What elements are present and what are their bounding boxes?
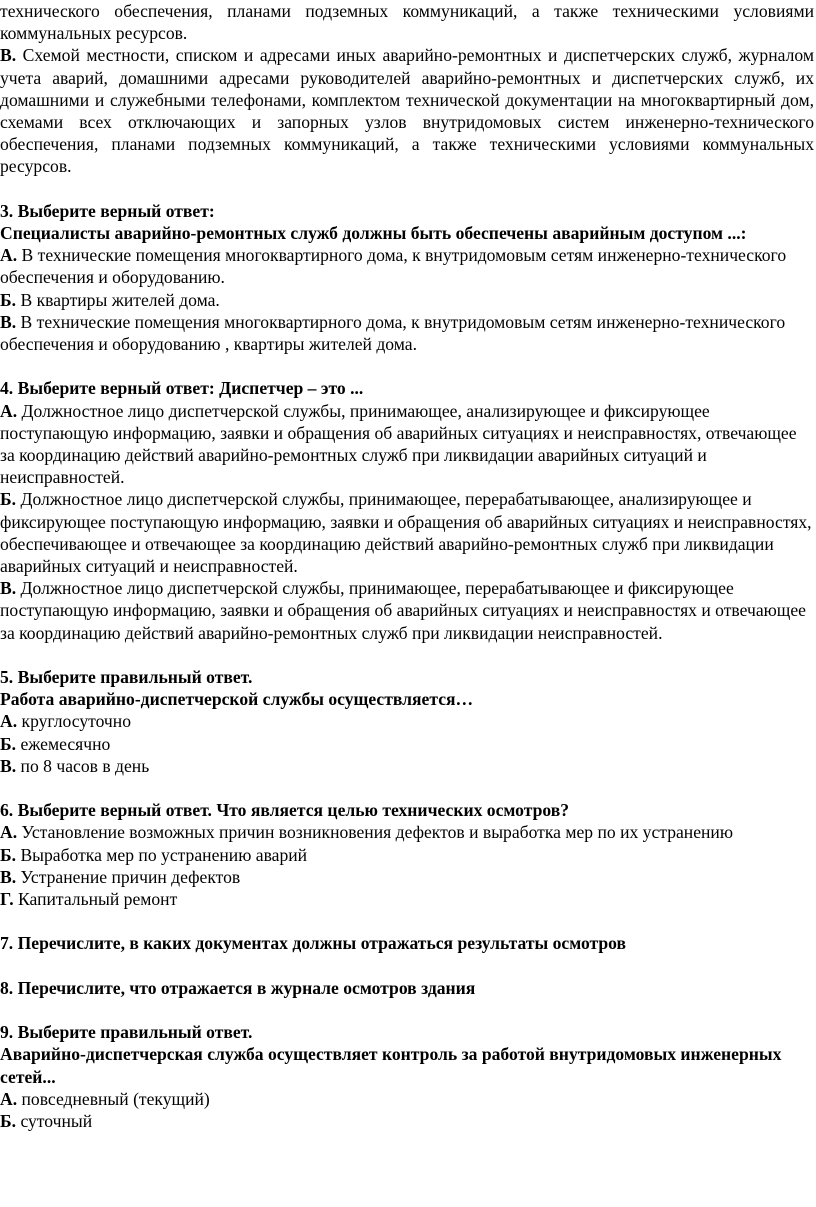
question-title: 7. Перечислите, в каких документах должны отражаться результаты осмотров [0,933,627,954]
question-title: 5. Выберите правильный ответ. [0,667,253,688]
option-v: В. Должностное лицо диспетчерской службы, принимающее, перерабатывающее и фиксирующее поступающую информацию, заявки и обращения об аварийных ситуациях и неисправностях и отвечающее за координацию действий аварийно-ремонтных служб при ликвидации неисправностей. [0,578,806,643]
question-subtitle: Аварийно-диспетчерская служба осуществляет контроль за работой внутридомовых инженерных сетей... [0,1044,782,1087]
question-subtitle: Специалисты аварийно-ремонтных служб должны быть обеспечены аварийным доступом ...: [0,223,747,244]
question-title: 9. Выберите правильный ответ. [0,1022,253,1043]
option-text: Схемой местности, списком и адресами иных аварийно-ремонтных и диспетчерских служб, журналом учета аварий, домашними адресами руководителей аварийно-ремонтных и диспетчерских служб, их домашними и служебными телефонами, комплектом технической документации на многоквартирный дом, схемами всех отключающих и запорных узлов внутридомовых систем инженерно-технического обеспечения, планами подземных коммуникаций, а также техническими условиями коммунальных ресурсов. [0,45,814,177]
question-7 [0,932,814,954]
option-text: технического обеспечения, планами подземных коммуникаций, а также техническими условиями коммунальных ресурсов. [0,1,814,44]
question-title: 6. Выберите верный ответ. Что является целью технических осмотров? [0,800,570,821]
option-letter: В. [0,45,17,66]
option-v: В. В технические помещения многоквартирного дома, к внутридомовым сетям инженерно-технического обеспечения и оборудованию , квартиры жителей дома. [0,311,786,355]
option-a: А. В технические помещения многоквартирного дома, к внутридомовым сетям инженерно-технического обеспечения и оборудованию. [0,245,787,288]
intro-option-b-continuation [0,0,814,44]
option-a: А. Должностное лицо диспетчерской службы, принимающее, анализирующее и фиксирующее поступающую информацию, заявки и обращения об аварийных ситуациях и неисправностях, отвечающее за координацию действий аварийно-ремонтных служб при ликвидации аварийных ситуаций и неисправностей. [0,400,797,488]
question-title: 8. Перечислите, что отражается в журнале осмотров здания [0,977,476,998]
option-b: Б. Должностное лицо диспетчерской службы, принимающее, перерабатывающее, анализирующее и фиксирующее поступающую информацию, заявки и обращения об аварийных ситуациях и неисправностях, обеспечивающее и отвечающее за координацию действий аварийно-ремонтных служб при ликвидации аварийных ситуаций и неисправностей. [0,489,812,577]
option-b: Б. В квартиры жителей дома. [0,289,220,310]
question-title: 4. Выберите верный ответ: Диспетчер – это ... [0,378,364,399]
option-b: Б. Выработка мер по устранению аварий [0,844,308,865]
question-subtitle: Работа аварийно-диспетчерской службы осуществляется… [0,689,474,710]
question-9 [0,1021,814,1132]
question-8 [0,977,814,999]
question-3 [0,200,814,355]
option-b: Б. суточный [0,1111,93,1132]
option-g: Г. Капитальный ремонт [0,889,178,910]
question-5 [0,666,814,777]
question-4 [0,377,814,643]
option-a: А. круглосуточно [0,711,131,732]
intro-option-v [0,44,814,177]
option-a: А. повседневный (текущий) [0,1088,210,1109]
option-b: Б. ежемесячно [0,733,111,754]
option-a: А. Установление возможных причин возникновения дефектов и выработка мер по их устранению [0,822,733,843]
question-6 [0,799,814,910]
option-v: В. Устранение причин дефектов [0,866,241,887]
option-v: В. по 8 часов в день [0,755,150,776]
question-title: 3. Выберите верный ответ: [0,200,215,221]
